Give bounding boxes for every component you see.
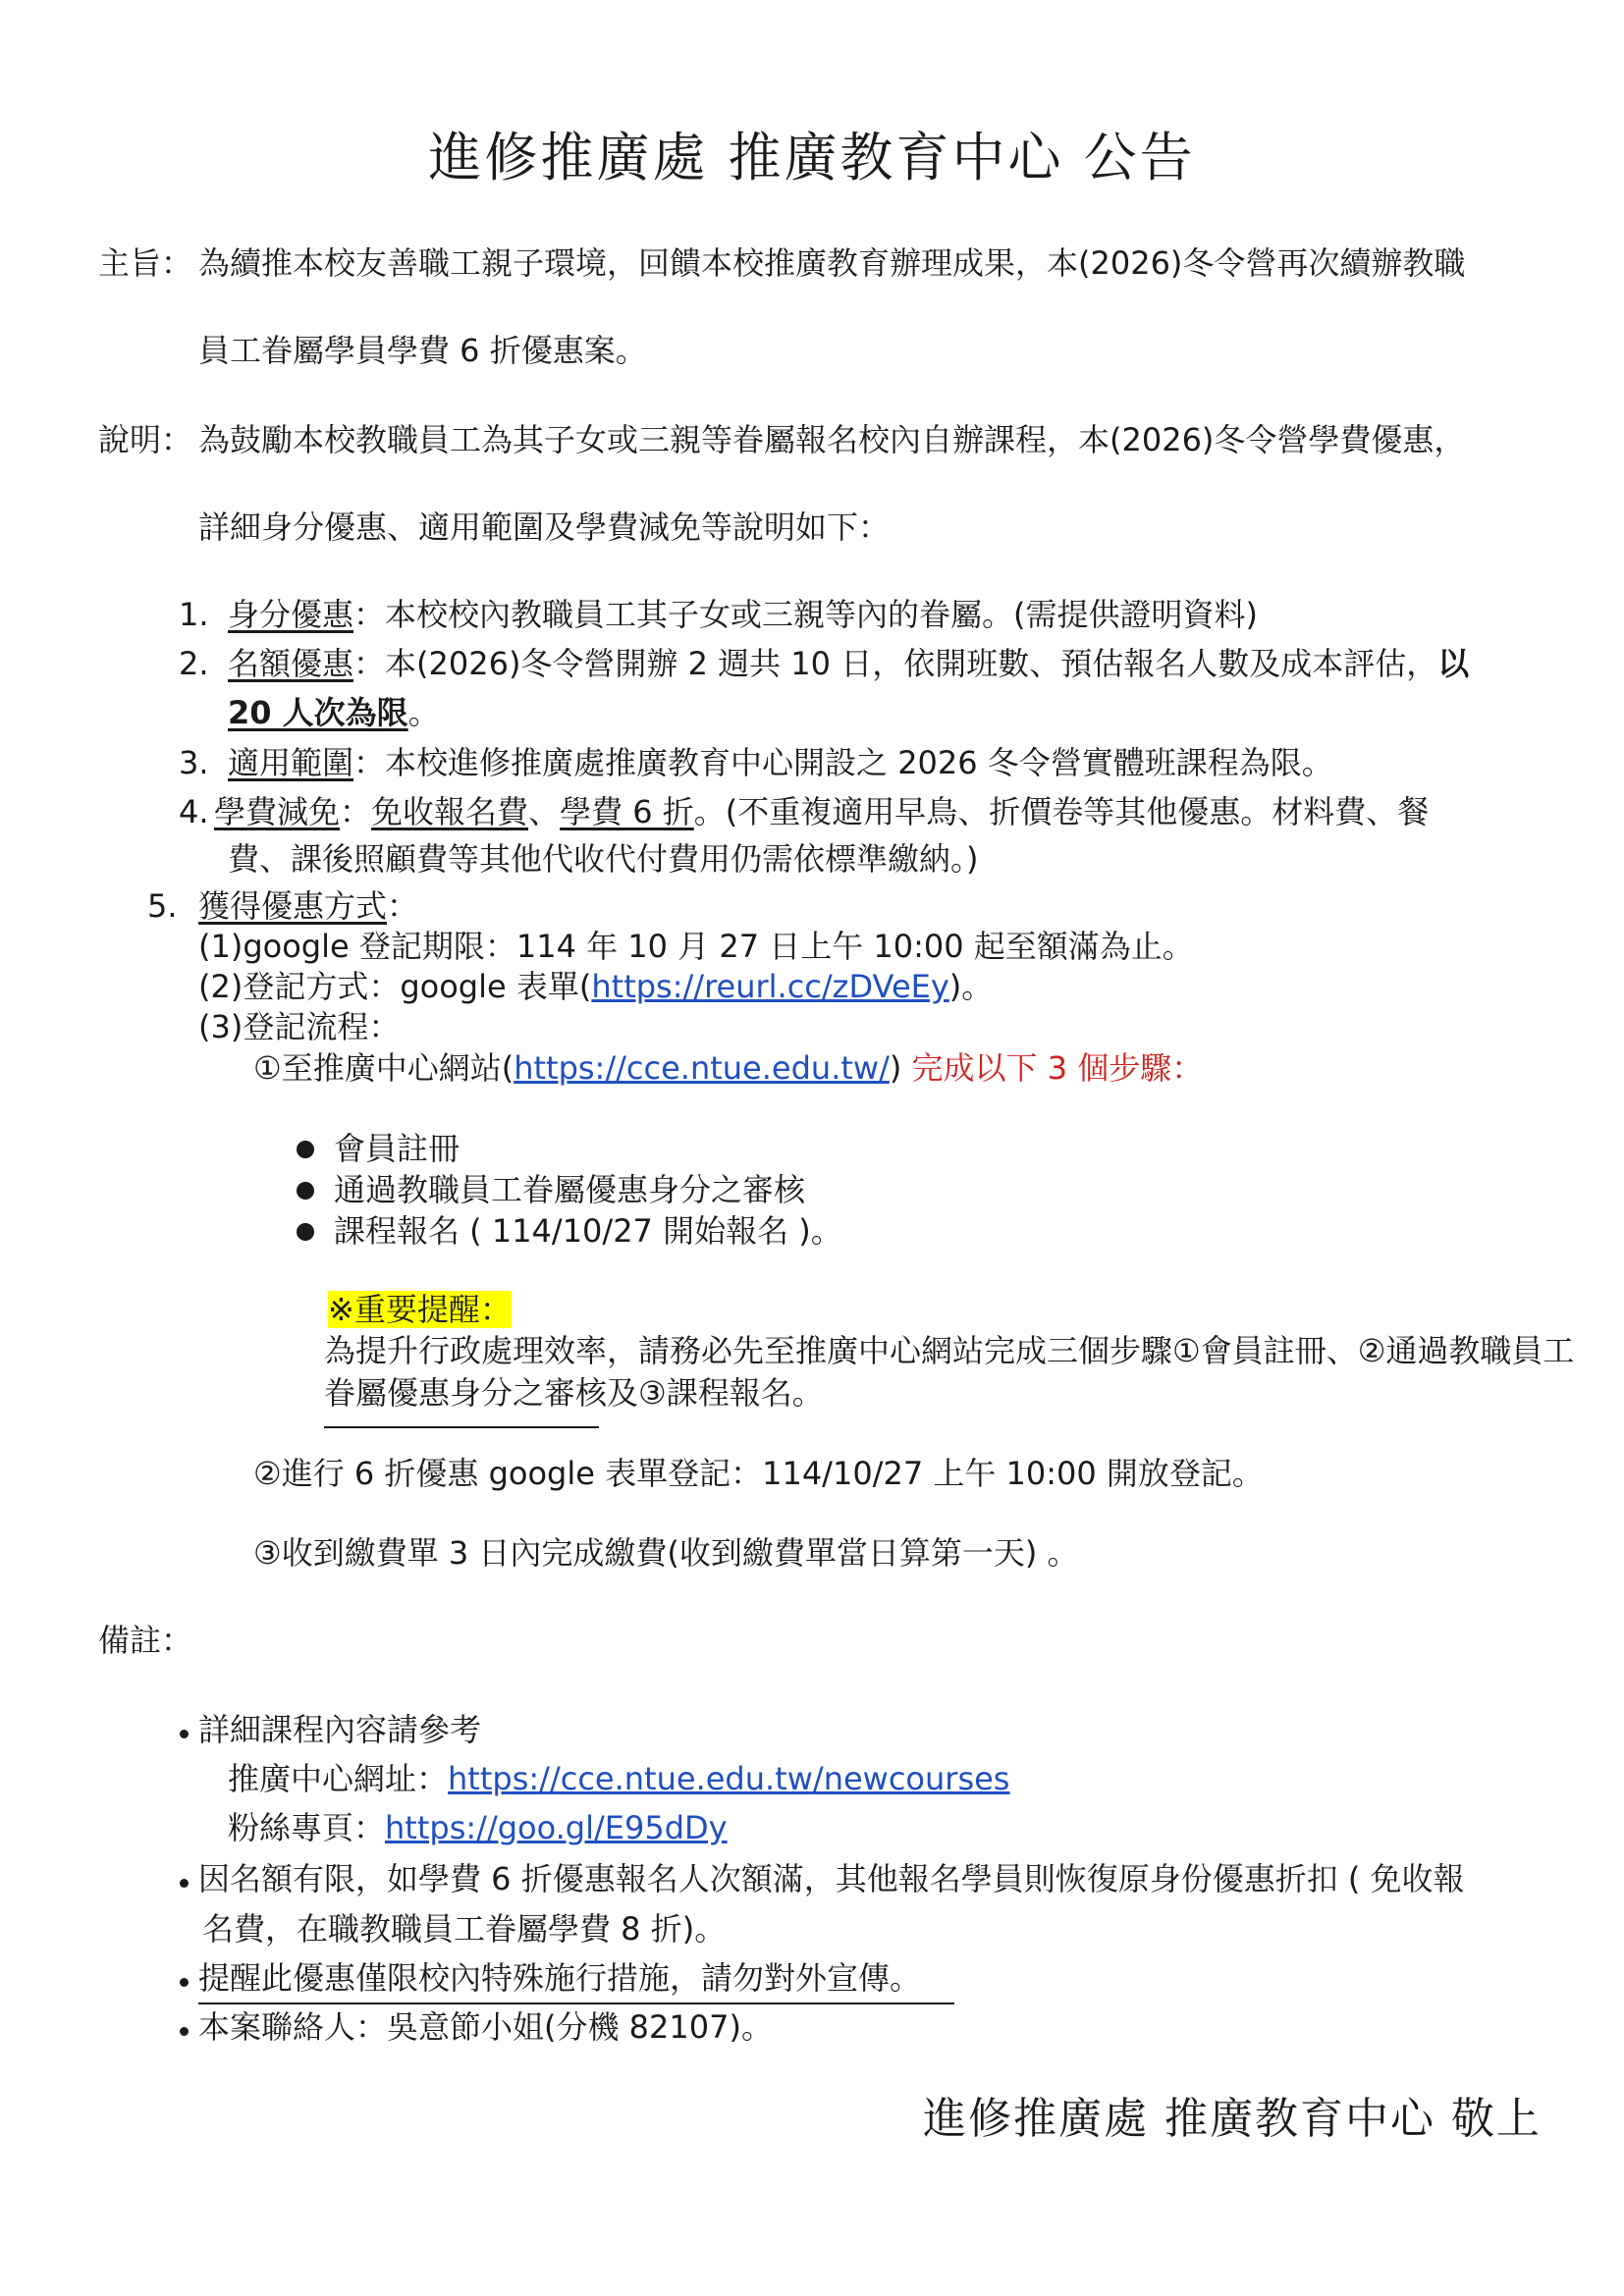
- method-registration-post: )。: [948, 968, 994, 1005]
- bullet-identity-review: 通過教職員工眷屬優惠身分之審核: [334, 1171, 806, 1208]
- item-2-line-2: [228, 693, 440, 732]
- note-dot-icon: [180, 1978, 189, 1987]
- bullet-dot-icon: [297, 1141, 314, 1158]
- item-1-number: 1.: [179, 596, 209, 633]
- bullet-member-registration: 會員註冊: [334, 1130, 460, 1167]
- item-3-text: ：本校進修推廣處推廣教育中心開設之 2026 冬令營實體班課程為限。: [353, 744, 1333, 781]
- explanation-line-1: 為鼓勵本校教職員工為其子女或三親等眷屬報名校內自辦課程，本(2026)冬令營學費優惠，: [198, 421, 1466, 458]
- item-4-fee-waiver: 免收報名費: [371, 793, 529, 830]
- reminder-title-highlight: ※重要提醒：: [328, 1291, 512, 1328]
- note-dot-icon: [180, 1730, 189, 1738]
- bullet-dot-icon: [297, 1223, 314, 1241]
- bullet-course-registration: 課程報名 ( 114/10/27 開始報名 )。: [334, 1212, 842, 1250]
- note-dot-icon: [180, 1879, 189, 1888]
- fanpage-link[interactable]: https://goo.gl/E95dDy: [385, 1809, 728, 1846]
- step-1-pre: ①至推廣中心網站(: [253, 1049, 514, 1087]
- note-1-site: [228, 1759, 1009, 1798]
- item-4: [214, 792, 1429, 831]
- reminder-divider: [324, 1426, 599, 1428]
- subject-label: 主旨：: [98, 244, 193, 282]
- item-1-text: ：本校校內教職員工其子女或三親等內的眷屬。(需提供證明資料): [353, 596, 1258, 633]
- note-2-line-2: 名費，在職教職員工眷屬學費 8 折)。: [202, 1910, 727, 1948]
- item-4-number: 4.: [179, 793, 209, 830]
- notes-label: 備註：: [98, 1622, 193, 1659]
- item-4-tuition-discount: 學費 6 折: [560, 793, 694, 830]
- signature: 進修推廣處 推廣教育中心 敬上: [923, 2094, 1542, 2144]
- note-3-underline: [198, 2002, 954, 2004]
- newcourses-link[interactable]: https://cce.ntue.edu.tw/newcourses: [448, 1760, 1010, 1797]
- note-dot-icon: [180, 2027, 189, 2036]
- item-4-text-pre: ：: [340, 793, 372, 830]
- item-4-key: 學費減免: [214, 793, 341, 830]
- note-1-fanpage: [228, 1808, 728, 1847]
- item-3: [228, 743, 1333, 782]
- item-4-line-2: 費、課後照顧費等其他代收代付費用仍需依標準繳納。): [228, 840, 979, 878]
- reminder-line-1: 為提升行政處理效率，請務必先至推廣中心網站完成三個步驟①會員註冊、②通過教職員工: [324, 1332, 1575, 1369]
- step-1: [253, 1048, 1203, 1088]
- note-1: 詳細課程內容請參考: [198, 1711, 482, 1748]
- note-3: 提醒此優惠僅限校內特殊施行措施，請勿對外宣傳。: [198, 1959, 922, 1997]
- cce-website-link[interactable]: https://cce.ntue.edu.tw/: [514, 1049, 890, 1087]
- note-2-line-1: 因名額有限，如學費 6 折優惠報名人次額滿，其他報名學員則恢復原身份優惠折扣 ( 免收報: [198, 1860, 1465, 1897]
- note-1-site-label: 推廣中心網址：: [228, 1760, 449, 1797]
- step-1-post: ): [889, 1049, 902, 1087]
- item-5: [198, 886, 418, 926]
- item-2-number: 2.: [179, 645, 209, 682]
- item-3-key: 適用範圍: [228, 744, 354, 781]
- method-registration: [198, 967, 993, 1006]
- subject-line-1: 為續推本校友善職工親子環境，回饋本校推廣教育辦理成果，本(2026)冬令營再次續辦教職: [198, 244, 1466, 282]
- item-2-limit: 20 人次為限: [228, 694, 408, 731]
- item-1: [228, 595, 1258, 634]
- explanation-label: 說明：: [98, 421, 193, 458]
- item-2-text: ：本(2026)冬令營開辦 2 週共 10 日，依開班數、預估報名人數及成本評估，: [353, 645, 1438, 682]
- item-1-key: 身分優惠: [228, 596, 354, 633]
- item-2-key: 名額優惠: [228, 645, 354, 682]
- bullet-dot-icon: [297, 1182, 314, 1200]
- announcement-title: 進修推廣處 推廣教育中心 公告: [428, 127, 1196, 188]
- item-2-line-2-tail: 。: [407, 694, 440, 731]
- step-2: ②進行 6 折優惠 google 表單登記：114/10/27 上午 10:00 開放登記。: [253, 1455, 1264, 1492]
- step-3: ③收到繳費單 3 日內完成繳費(收到繳費單當日算第一天) 。: [253, 1534, 1079, 1572]
- item-2-bold-tail: 以: [1437, 645, 1470, 682]
- item-4-sep: 、: [528, 793, 561, 830]
- item-2: [228, 644, 1469, 683]
- subject-line-2: 員工眷屬學員學費 6 折優惠案。: [198, 332, 647, 369]
- note-4: 本案聯絡人：吳意節小姐(分機 82107)。: [198, 2008, 773, 2046]
- method-registration-pre: (2)登記方式：google 表單(: [198, 968, 592, 1005]
- method-process-label: (3)登記流程：: [198, 1008, 401, 1045]
- google-form-link[interactable]: https://reurl.cc/zDVeEy: [591, 968, 949, 1005]
- explanation-line-2: 詳細身分優惠、適用範圍及學費減免等說明如下：: [198, 508, 891, 546]
- step-1-red-note: 完成以下 3 個步驟：: [911, 1049, 1204, 1087]
- item-5-key: 獲得優惠方式: [198, 887, 388, 925]
- item-5-text: ：: [387, 887, 419, 925]
- method-deadline: (1)google 登記期限：114 年 10 月 27 日上午 10:00 起至額滿為止。: [198, 928, 1194, 965]
- reminder-line-2: 眷屬優惠身分之審核及③課程報名。: [324, 1374, 824, 1412]
- reminder-title: [328, 1290, 512, 1329]
- note-1-fan-label: 粉絲專頁：: [228, 1809, 386, 1846]
- item-5-number: 5.: [147, 887, 178, 925]
- item-4-text-post: 。(不重複適用早鳥、折價卷等其他優惠。材料費、餐: [693, 793, 1430, 830]
- item-3-number: 3.: [179, 744, 209, 781]
